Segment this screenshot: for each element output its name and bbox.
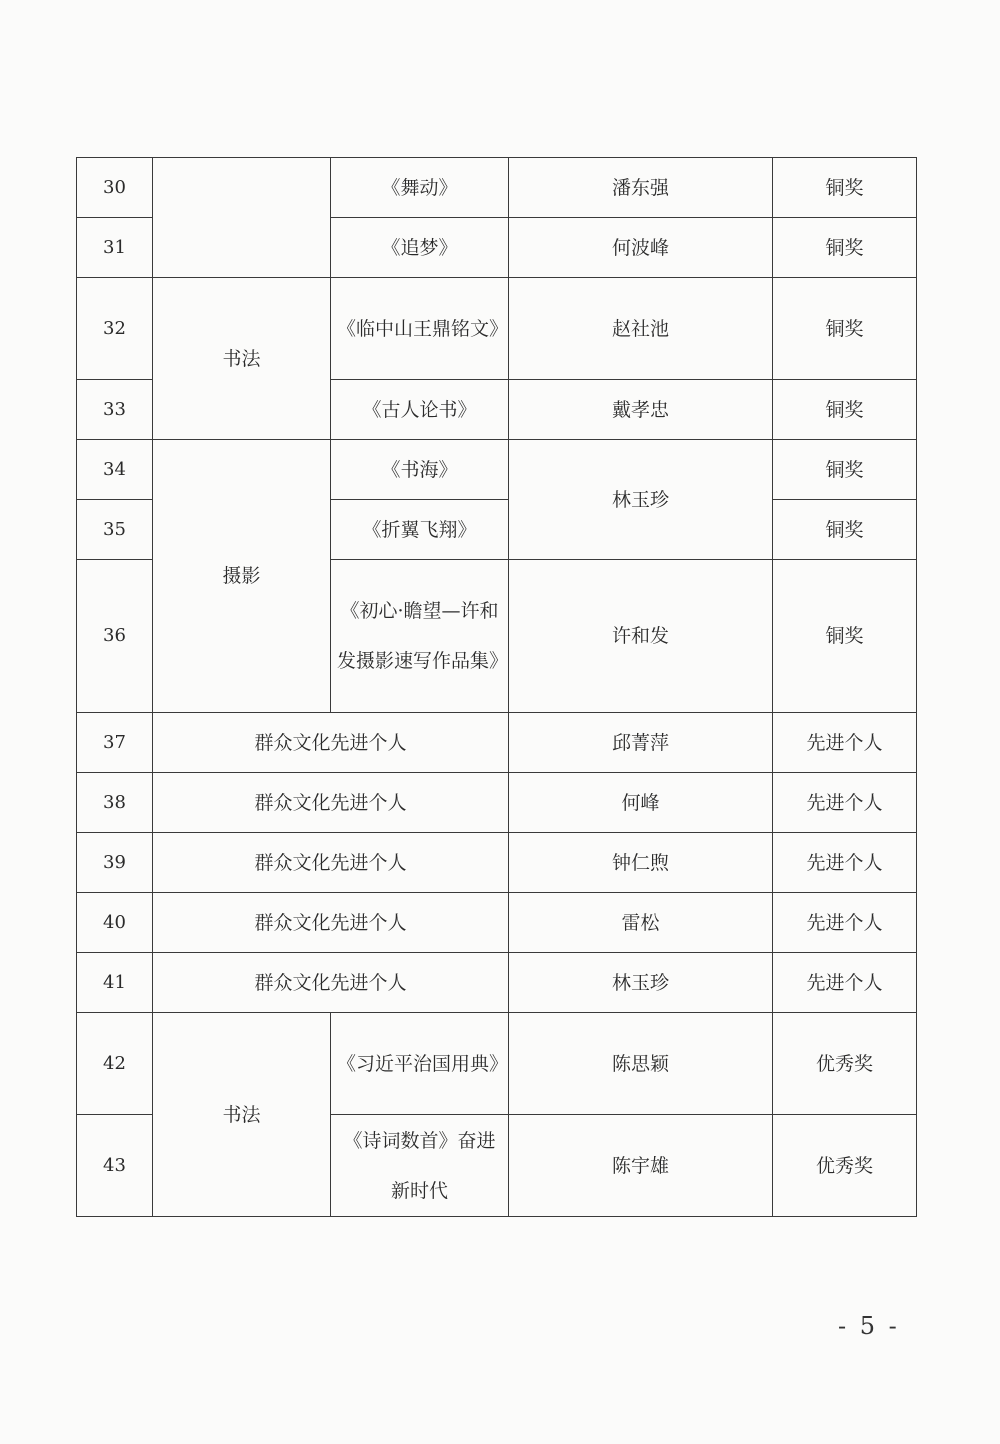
person-name: 许和发 bbox=[509, 560, 773, 713]
table-row bbox=[77, 278, 917, 380]
awards-table bbox=[76, 157, 917, 1217]
person-name: 林玉珍 bbox=[509, 953, 773, 1013]
table-row bbox=[77, 440, 917, 500]
person-name: 钟仁煦 bbox=[509, 833, 773, 893]
row-number: 34 bbox=[77, 440, 153, 500]
work-title: 《初心·瞻望—许和发摄影速写作品集》 bbox=[331, 560, 509, 713]
award-level: 铜奖 bbox=[773, 278, 917, 380]
row-number: 36 bbox=[77, 560, 153, 713]
award-level: 优秀奖 bbox=[773, 1115, 917, 1217]
table-row bbox=[77, 833, 917, 893]
table-row bbox=[77, 1013, 917, 1115]
table-row bbox=[77, 953, 917, 1013]
award-level: 先进个人 bbox=[773, 833, 917, 893]
work-title: 《古人论书》 bbox=[331, 380, 509, 440]
row-number: 41 bbox=[77, 953, 153, 1013]
work-title: 《舞动》 bbox=[331, 158, 509, 218]
row-number: 38 bbox=[77, 773, 153, 833]
person-name: 赵社池 bbox=[509, 278, 773, 380]
table-row bbox=[77, 773, 917, 833]
merged-category: 群众文化先进个人 bbox=[153, 953, 509, 1013]
row-number: 43 bbox=[77, 1115, 153, 1217]
person-name: 陈宇雄 bbox=[509, 1115, 773, 1217]
work-title: 《书海》 bbox=[331, 440, 509, 500]
person-name: 戴孝忠 bbox=[509, 380, 773, 440]
award-level: 铜奖 bbox=[773, 560, 917, 713]
work-title: 《诗词数首》奋进新时代 bbox=[331, 1115, 509, 1217]
award-level: 铜奖 bbox=[773, 500, 917, 560]
person-name: 何峰 bbox=[509, 773, 773, 833]
row-number: 37 bbox=[77, 713, 153, 773]
award-level: 先进个人 bbox=[773, 713, 917, 773]
award-level: 优秀奖 bbox=[773, 1013, 917, 1115]
row-number: 40 bbox=[77, 893, 153, 953]
row-number: 33 bbox=[77, 380, 153, 440]
row-number: 32 bbox=[77, 278, 153, 380]
category-cell: 书法 bbox=[153, 1013, 331, 1217]
row-number: 39 bbox=[77, 833, 153, 893]
award-level: 先进个人 bbox=[773, 893, 917, 953]
row-number: 42 bbox=[77, 1013, 153, 1115]
category-cell: 摄影 bbox=[153, 440, 331, 713]
work-title: 《临中山王鼎铭文》 bbox=[331, 278, 509, 380]
award-level: 铜奖 bbox=[773, 380, 917, 440]
person-name: 林玉珍 bbox=[509, 440, 773, 560]
award-level: 铜奖 bbox=[773, 158, 917, 218]
merged-category: 群众文化先进个人 bbox=[153, 773, 509, 833]
table-row bbox=[77, 713, 917, 773]
award-level: 铜奖 bbox=[773, 218, 917, 278]
table-row bbox=[77, 158, 917, 218]
work-title: 《习近平治国用典》 bbox=[331, 1013, 509, 1115]
person-name: 陈思颖 bbox=[509, 1013, 773, 1115]
row-number: 31 bbox=[77, 218, 153, 278]
page-number: - 5 - bbox=[838, 1312, 900, 1340]
award-level: 先进个人 bbox=[773, 773, 917, 833]
merged-category: 群众文化先进个人 bbox=[153, 713, 509, 773]
merged-category: 群众文化先进个人 bbox=[153, 893, 509, 953]
award-level: 铜奖 bbox=[773, 440, 917, 500]
work-title: 《折翼飞翔》 bbox=[331, 500, 509, 560]
work-title: 《追梦》 bbox=[331, 218, 509, 278]
person-name: 潘东强 bbox=[509, 158, 773, 218]
award-level: 先进个人 bbox=[773, 953, 917, 1013]
person-name: 何波峰 bbox=[509, 218, 773, 278]
merged-category: 群众文化先进个人 bbox=[153, 833, 509, 893]
row-number: 30 bbox=[77, 158, 153, 218]
row-number: 35 bbox=[77, 500, 153, 560]
table-row bbox=[77, 893, 917, 953]
person-name: 雷松 bbox=[509, 893, 773, 953]
category-cell: 书法 bbox=[153, 278, 331, 440]
category-cell bbox=[153, 158, 331, 278]
person-name: 邱菁萍 bbox=[509, 713, 773, 773]
